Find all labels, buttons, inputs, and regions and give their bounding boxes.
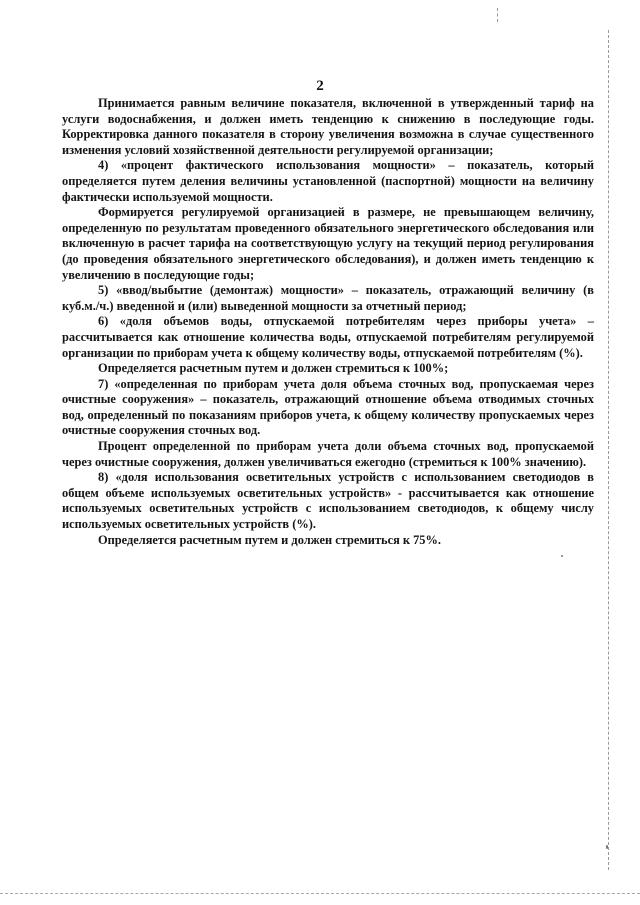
paragraph-led-lighting-share: 8) «доля использования осветительных устройств с использованием светодиодов в общем объеме используемых осветительных устройств» - рассчитывается как отношение используемых осветительных устройств с использованием светодиодов, к общему числу используемых осветительных устройств (%).	[62, 470, 594, 532]
scan-speck	[561, 555, 563, 557]
document-body	[62, 96, 594, 548]
paragraph-target-75: Определяется расчетным путем и должен стремиться к 75%.	[98, 532, 441, 547]
paragraph-metered-water-share: 6) «доля объемов воды, отпускаемой потребителям через приборы учета» – рассчитывается как отношение количества воды, отпускаемой потребителям регулируемой организации по приборам учета к общему количеству воды, отпускаемой потребителям (%).	[62, 314, 594, 360]
paragraph-target-100: Определяется расчетным путем и должен стремиться к 100%;	[98, 361, 449, 376]
paragraph-formed-by-organization: Формируется регулируемой организацией в размере, не превышающем величину, определенную по результатам проведенного обязательного энергетического обследования или включенную в расчет тарифа на соответствующую услугу на текущий период регулирования (до проведения обязательного энергетического обследования), и должен иметь тенденцию к увеличению в последующие годы;	[62, 205, 594, 282]
paragraph-water-tariff: Принимается равным величине показателя, включенной в утвержденный тариф на услуги водоснабжения, и должен иметь тенденцию к снижению в последующие годы. Корректировка данного показателя в сторону увеличения возможна в случае существенного изменения условий хозяйственной деятельности регулируемой организации;	[62, 96, 594, 157]
paragraph-capacity-usage: 4) «процент фактического использования мощности» – показатель, который определяется путем деления величины установленной (паспортной) мощности на величину фактически используемой мощности.	[62, 158, 594, 204]
paragraph-metered-wastewater-share: 7) «определенная по приборам учета доля объема сточных вод, пропускаемая через очистные сооружения» – показатель, отражающий отношение объема отводимых сточных вод, определенный по показаниям приборов учета, к общему количеству пропускаемых через очистные сооружения сточных вод.	[62, 376, 594, 438]
scan-edge-bottom	[0, 893, 640, 894]
page-number: 2	[316, 78, 324, 94]
scan-edge-right	[608, 30, 609, 870]
scan-speck	[606, 845, 608, 849]
paragraph-wastewater-percent: Процент определенной по приборам учета доли объема сточных вод, пропускаемой через очистные сооружения, должен увеличиваться ежегодно (стремиться к 100% значению).	[62, 439, 594, 469]
scan-edge-top-mark	[497, 8, 498, 22]
paragraph-capacity-commissioning: 5) «ввод/выбытие (демонтаж) мощности» – показатель, отражающий величину (в куб.м./ч.) введенной и (или) выведенной мощности за отчетный период;	[62, 283, 594, 313]
